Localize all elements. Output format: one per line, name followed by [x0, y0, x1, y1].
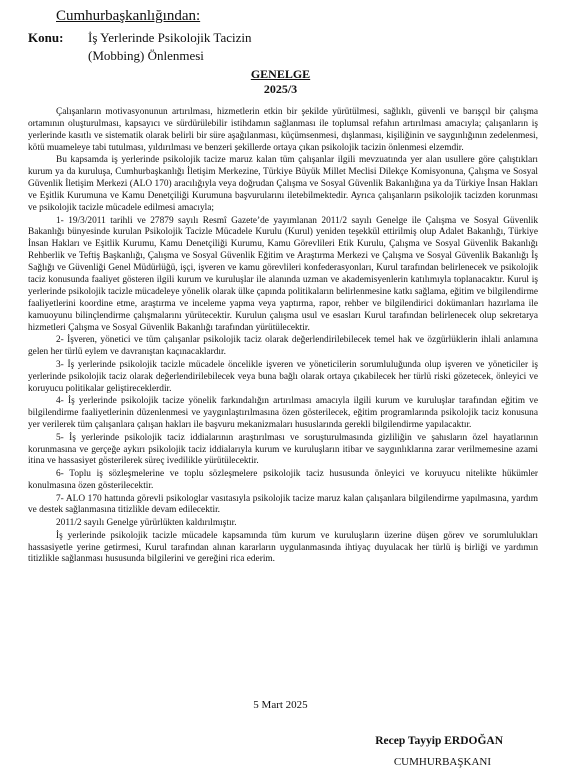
subject-line: (Mobbing) Önlenmesi	[88, 48, 204, 63]
paragraph: 1- 19/3/2011 tarihli ve 27879 sayılı Resmî Gazete’de yayımlanan 2011/2 sayılı Genelge ile Çalışma ve Sosyal Güvenlik Bakanlığı bünyesinde kurulan Psikolojik Tacizle Mücadele Kurulu (Kurul) yeniden teşekkül ettirilmiş olup Adalet Bakanlığı, Türkiye İnsan Hakları ve Eşitlik Kurumu, Kamu Denetçiliği Kurumu, Kamu Görevlileri Etik Kurulu, Çalışma ve Sosyal Güvenlik Bakanlığı Rehberlik ve Teftiş Başkanlığı, Çalışma ve Sosyal Güvenlik Eğitim ve Araştırma Merkezi ve Çalışma ve Sosyal Güvenlik Bakanlığı İş Sağlığı ve Güvenliği Genel Müdürlüğü, işçi, işveren ve kamu görevlileri konfederasyonları, Kurul tarafından belirlenecek ve psikolojik taciz konusunda faaliyet gösteren ilgili kurum ve kuruluşlar ile alanında uzman ve akademisyenlerin katılımıyla toplanacaktır. Kurul iş yerlerinde psikolojik tacizle mücadeleye yönelik olarak ülke çapında politikaların belirlenmesine katkı sağlama, eğitim ve bilgilendirme faaliyetlerini koordine etme, araştırma ve inceleme yapma veya yaptırma, rapor, rehber ve bilgilendirici dokümanları hazırlama ile kamuoyunu bilinçlendirme çalışmalarını yürütecektir. Kurulun çalışma usul ve esasları Kurul tarafından belirlenecek olup sekretarya hizmetleri Çalışma ve Sosyal Güvenlik Bakanlığı tarafından yürütülecektir.	[28, 215, 538, 333]
document-header	[28, 6, 548, 65]
paragraph: 3- İş yerlerinde psikolojik tacizle mücadele öncelikle işveren ve yöneticilerin sorumluluğunda olup işveren ve yöneticiler iş yerlerinde psikolojik taciz olarak değerlendirilebilecek veya buna bağlı olarak ortaya çıkabilecek her türlü riski gözetecek, önleyici ve koruyucu politikalar geliştireceklerdir.	[28, 359, 538, 394]
paragraph: 6- Toplu iş sözleşmelerine ve toplu sözleşmelere psikolojik taciz hususunda önleyici ve koruyucu nitelikte hükümler konulmasına özen gösterilecektir.	[28, 469, 538, 491]
title-number: 2025/3	[263, 82, 298, 96]
paragraph: İş yerlerinde psikolojik tacizle mücadele kapsamında tüm kurum ve kuruluşların üzerine düşen görev ve sorumlulukları hassasiyetle yerine getirmesi, Kurul tarafından alınan kararların uygulanmasında ihtiyaç duyulacak her türlü iş birliği ve yardımın titizlikle sağlanması hususunda bilgilerini ve gereğini rica ederim.	[28, 530, 538, 565]
document-body	[28, 107, 538, 567]
paragraph: 2- İşveren, yönetici ve tüm çalışanlar psikolojik taciz olarak değerlendirilebilecek temel hak ve özgürlüklerin ihlali anlamına gelen her türlü eylem ve davranıştan kaçınacaklardır.	[28, 335, 538, 358]
subject-row	[28, 29, 548, 65]
signer-title: CUMHURBAŞKANI	[393, 756, 491, 768]
issuer-heading: Cumhurbaşkanlığından:	[56, 8, 201, 24]
document-date: 5 Mart 2025	[253, 699, 308, 711]
signer-name: Recep Tayyip ERDOĞAN	[375, 735, 503, 747]
paragraph: 4- İş yerlerinde psikolojik tacize yönelik farkındalığın artırılması amacıyla ilgili kurum ve kuruluşlar tarafından eğitim ve bilgilendirme faaliyetlerinin düzenlenmesi ve yaygınlaştırılmasına özen gösterilecek, eğitim programlarında psikolojik taciz konusuna yer verilerek tüm çalışanlara çalışan hakları ile başvuru mekanizmaları hususlarında gerekli bilgilendirme yapılacaktır.	[28, 396, 538, 430]
paragraph: Bu kapsamda iş yerlerinde psikolojik tacize maruz kalan tüm çalışanlar ilgili mevzuatında yer alan usullere göre çalıştıkları kurum ya da kuruluşa, Cumhurbaşkanlığı İletişim Merkezine, Türkiye Büyük Millet Meclisi Dilekçe Komisyonuna, Çalışma ve Sosyal Güvenlik İletişim Merkezi (ALO 170) aracılığıyla veya doğrudan Çalışma ve Sosyal Güvenlik Bakanlığına ya da Türkiye İnsan Hakları ve Eşitlik Kurumuna ve Kamu Denetçiliği Kurumuna başvurularını iletebilmektedir. Ayrıca çalışanların psikolojik tacizden korunması ve psikolojik tacizle mücadele edilmesi amacıyla;	[28, 155, 538, 213]
paragraph: 2011/2 sayılı Genelge yürürlükten kaldırılmıştır.	[56, 518, 237, 528]
paragraph: 5- İş yerlerinde psikolojik taciz iddialarının araştırılması ve soruşturulmasında gizliliğin ve şahısların özel hayatlarının korunmasına ve gerçeğe aykırı psikolojik taciz iddialarıyla kurum ve kuruluşların itibar ve saygınlıklarına zarar verilmemesine azami itina ve hassasiyet gösterilerek süreç ivedilikle yürütülecektir.	[28, 432, 538, 467]
paragraph: Çalışanların motivasyonunun artırılması, hizmetlerin etkin bir şekilde yürütülmesi, sağlıklı, güvenli ve barışçıl bir çalışma ortamının oluşturulması, kapsayıcı ve sürdürülebilir istihdamın sağlanması ile toplumsal refahın artırılması amacıyla; çalışanların iş yerlerinde kasıtlı ve sistematik olarak belirli bir süre aşağılanması, küçümsenmesi, dışlanması, kişiliğinin ve saygınlığının zedelenmesi, kötü muameleye tabi tutulması, yıldırılması ve benzeri şekillerde ortaya çıkan psikolojik tacizin önlenmesi elzemdir.	[28, 107, 538, 153]
title-genelge: GENELGE	[250, 67, 311, 81]
subject-label: Konu:	[28, 30, 64, 45]
subject-text	[88, 29, 548, 65]
subject-line: İş Yerlerinde Psikolojik Tacizin	[88, 30, 252, 45]
document-title	[0, 67, 561, 97]
paragraph: 7- ALO 170 hattında görevli psikologlar vasıtasıyla psikolojik tacize maruz kalan çalışanlara bilgilendirme yapılmasına, yardım ve destek sağlanmasına titizlikle devam edilecektir.	[28, 493, 538, 516]
